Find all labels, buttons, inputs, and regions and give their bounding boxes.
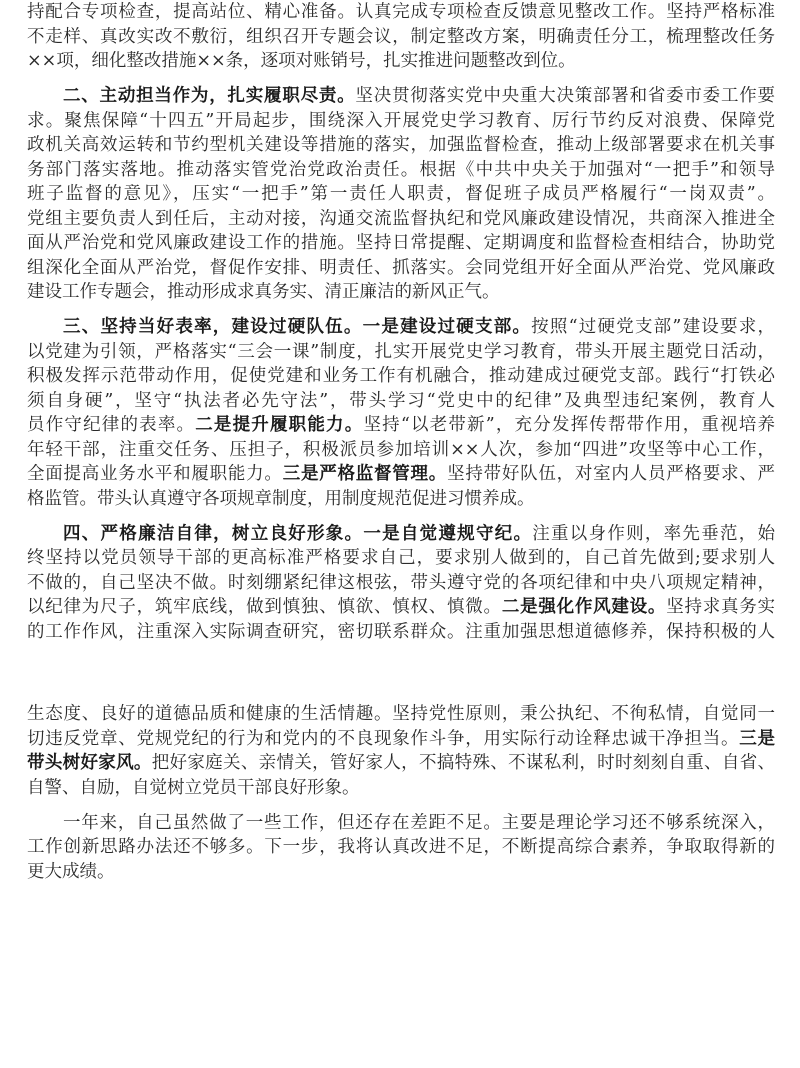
body-text: 班子监督的意见》，压实“一把手”第一责任人职责，督促班子成员严格履行“一岗双责”。 bbox=[27, 184, 775, 204]
text-line bbox=[27, 522, 775, 547]
bold-heading-text: 三是严格监督管理。 bbox=[282, 464, 448, 484]
paragraph bbox=[27, 315, 775, 511]
body-text: 切违反党章、党规党纪的行为和党内的不良现象作斗争，用实际行动诠释忠诚干净担当。 bbox=[27, 728, 740, 749]
text-line bbox=[27, 487, 775, 512]
body-text: 全面提高业务水平和履职能力。 bbox=[27, 464, 283, 484]
text-line bbox=[27, 0, 775, 25]
body-text: 坚持“以老带新”，充分发挥传帮带作用，重视培养 bbox=[363, 415, 776, 435]
bold-heading-text: 四、严格廉洁自律，树立良好形象。一是自觉遵规守纪。 bbox=[63, 523, 533, 544]
paragraph bbox=[27, 84, 775, 305]
body-text: 坚决贯彻落实党中央重大决策部署和省委市委工作要 bbox=[355, 86, 775, 106]
paragraph bbox=[27, 811, 775, 885]
text-line bbox=[27, 751, 775, 776]
body-text: 须自身硬”，坚守“执法者必先守法”，带头学习“党史中的纪律”及典型违纪案例，教育人 bbox=[27, 390, 775, 411]
body-text: 坚持求真务实 bbox=[666, 597, 776, 617]
body-text: 持配合专项检查，提高站位、精心准备。认真完成专项检查反馈意见整改工作。坚持严格标准 bbox=[27, 2, 775, 22]
text-line bbox=[27, 571, 775, 596]
body-text: 不做的，自己坚决不做。时刻绷紧纪律这根弦，带头遵守党的各项纪律和中央八项规定精神， bbox=[27, 572, 775, 593]
body-text: 以党建为引领，严格落实“三会一课”制度，扎实开展党史学习教育，带头开展主题党日活动， bbox=[27, 341, 775, 362]
paragraph bbox=[27, 522, 775, 645]
body-text: 以纪律为尺子，筑牢底线，做到慎独、慎欲、慎权、慎微。 bbox=[27, 597, 502, 617]
body-text: 注重以身作则，率先垂范，始 bbox=[532, 523, 776, 544]
text-line bbox=[27, 776, 775, 801]
text-line bbox=[27, 340, 775, 365]
text-line bbox=[27, 207, 775, 232]
bold-heading-text: 三、坚持当好表率，建设过硬队伍。一是建设过硬支部。 bbox=[63, 317, 532, 337]
body-text: 按照“过硬党支部”建设要求， bbox=[531, 317, 775, 337]
body-text: 更大成绩。 bbox=[27, 861, 115, 882]
body-text: 年轻干部，注重交任务、压担子，积极派员参加培训××人次，参加“四进”攻坚等中心工作， bbox=[27, 439, 775, 460]
text-line bbox=[27, 133, 775, 158]
text-line bbox=[27, 389, 775, 414]
body-text: 坚持带好队伍，对室内人员严格要求、严 bbox=[447, 464, 776, 484]
body-text: 自警、自励，自觉树立党员干部良好形象。 bbox=[27, 777, 360, 798]
paragraph bbox=[27, 0, 775, 74]
body-text: 务部门落实落地。推动落实管党治党政治责任。根据《中共中央关于加强对“一把手”和领导 bbox=[27, 159, 775, 180]
text-line bbox=[27, 462, 775, 487]
body-text: 把好家庭关、亲情关，管好家人，不搞特殊、不谋私利，时时刻刻自重、自省、 bbox=[151, 753, 776, 773]
paragraph bbox=[27, 702, 775, 800]
body-text: 面从严治党和党风廉政建设工作的措施。坚持日常提醒、定期调度和监督检查相结合，协助党 bbox=[27, 233, 775, 253]
text-line bbox=[27, 546, 775, 571]
text-line bbox=[27, 620, 775, 645]
bold-heading-text: 二、主动担当作为，扎实履职尽责。 bbox=[63, 86, 356, 106]
text-line bbox=[27, 835, 775, 860]
body-text: 建设工作专题会，推动形成求真务实、清正廉洁的新风正气。 bbox=[27, 282, 500, 302]
body-text: 一年来，自己虽然做了一些工作，但还存在差距不足。主要是理论学习还不够系统深入， bbox=[63, 812, 775, 833]
body-text: 不走样、真改实改不敷衍，组织召开专题会议，制定整改方案，明确责任分工，梳理整改任务 bbox=[27, 26, 775, 47]
body-text: 政机关高效运转和节约型机关建设等措施的落实，加强监督检查，推动上级部署要求在机关事 bbox=[27, 135, 775, 155]
text-line bbox=[27, 364, 775, 389]
body-text: 党组主要负责人到任后，主动对接，沟通交流监督执纪和党风廉政建设情况，共商深入推进全 bbox=[27, 208, 775, 229]
text-line bbox=[27, 438, 775, 463]
text-line bbox=[27, 595, 775, 620]
body-text: 工作创新思路办法还不够多。下一步，我将认真改进不足，不断提高综合素养，争取取得新的 bbox=[27, 837, 775, 857]
text-line bbox=[27, 811, 775, 836]
text-line bbox=[27, 231, 775, 256]
text-line bbox=[27, 702, 775, 727]
body-text: 终坚持以党员领导干部的更高标准严格要求自己，要求别人做到的，自己首先做到;要求别人 bbox=[27, 548, 775, 568]
text-line bbox=[27, 727, 775, 752]
bold-heading-text: 二是提升履职能力。 bbox=[195, 415, 364, 435]
text-line bbox=[27, 109, 775, 134]
body-text: 格监管。带头认真遵守各项规章制度，用制度规范促进习惯养成。 bbox=[27, 488, 535, 509]
body-text: 的工作作风，注重深入实际调查研究，密切联系群众。注重加强思想道德修养，保持积极的人 bbox=[27, 621, 775, 642]
body-text: 组深化全面从严治党，督促作安排、明责任、抓落实。会同党组开好全面从严治党、党风廉政 bbox=[27, 257, 775, 278]
text-line bbox=[27, 860, 775, 885]
body-text: 积极发挥示范带动作用，促使党建和业务工作有机融合，推动建成过硬党支部。践行“打铁必 bbox=[27, 366, 775, 386]
text-line bbox=[27, 25, 775, 50]
text-line bbox=[27, 413, 775, 438]
document-body bbox=[27, 0, 775, 895]
text-line bbox=[27, 84, 775, 109]
bold-heading-text: 二是强化作风建设。 bbox=[501, 597, 667, 617]
body-text: 生态度、良好的道德品质和健康的生活情趣。坚持党性原则，秉公执纪、不徇私情，自觉同一 bbox=[27, 704, 775, 724]
bold-heading-text: 三是 bbox=[739, 728, 775, 749]
text-line bbox=[27, 182, 775, 207]
text-line bbox=[27, 256, 775, 281]
body-text: 求。聚焦保障“十四五”开局起步，围绕深入开展党史学习教育、厉行节约反对浪费、保障党 bbox=[27, 110, 775, 131]
text-line bbox=[27, 158, 775, 183]
body-text: ××项，细化整改措施××条，逐项对账销号，扎实推进问题整改到位。 bbox=[27, 51, 576, 71]
text-line bbox=[27, 49, 775, 74]
body-text: 员作守纪律的表率。 bbox=[27, 415, 196, 435]
text-line bbox=[27, 280, 775, 305]
text-line bbox=[27, 315, 775, 340]
bold-heading-text: 带头树好家风。 bbox=[27, 753, 152, 773]
